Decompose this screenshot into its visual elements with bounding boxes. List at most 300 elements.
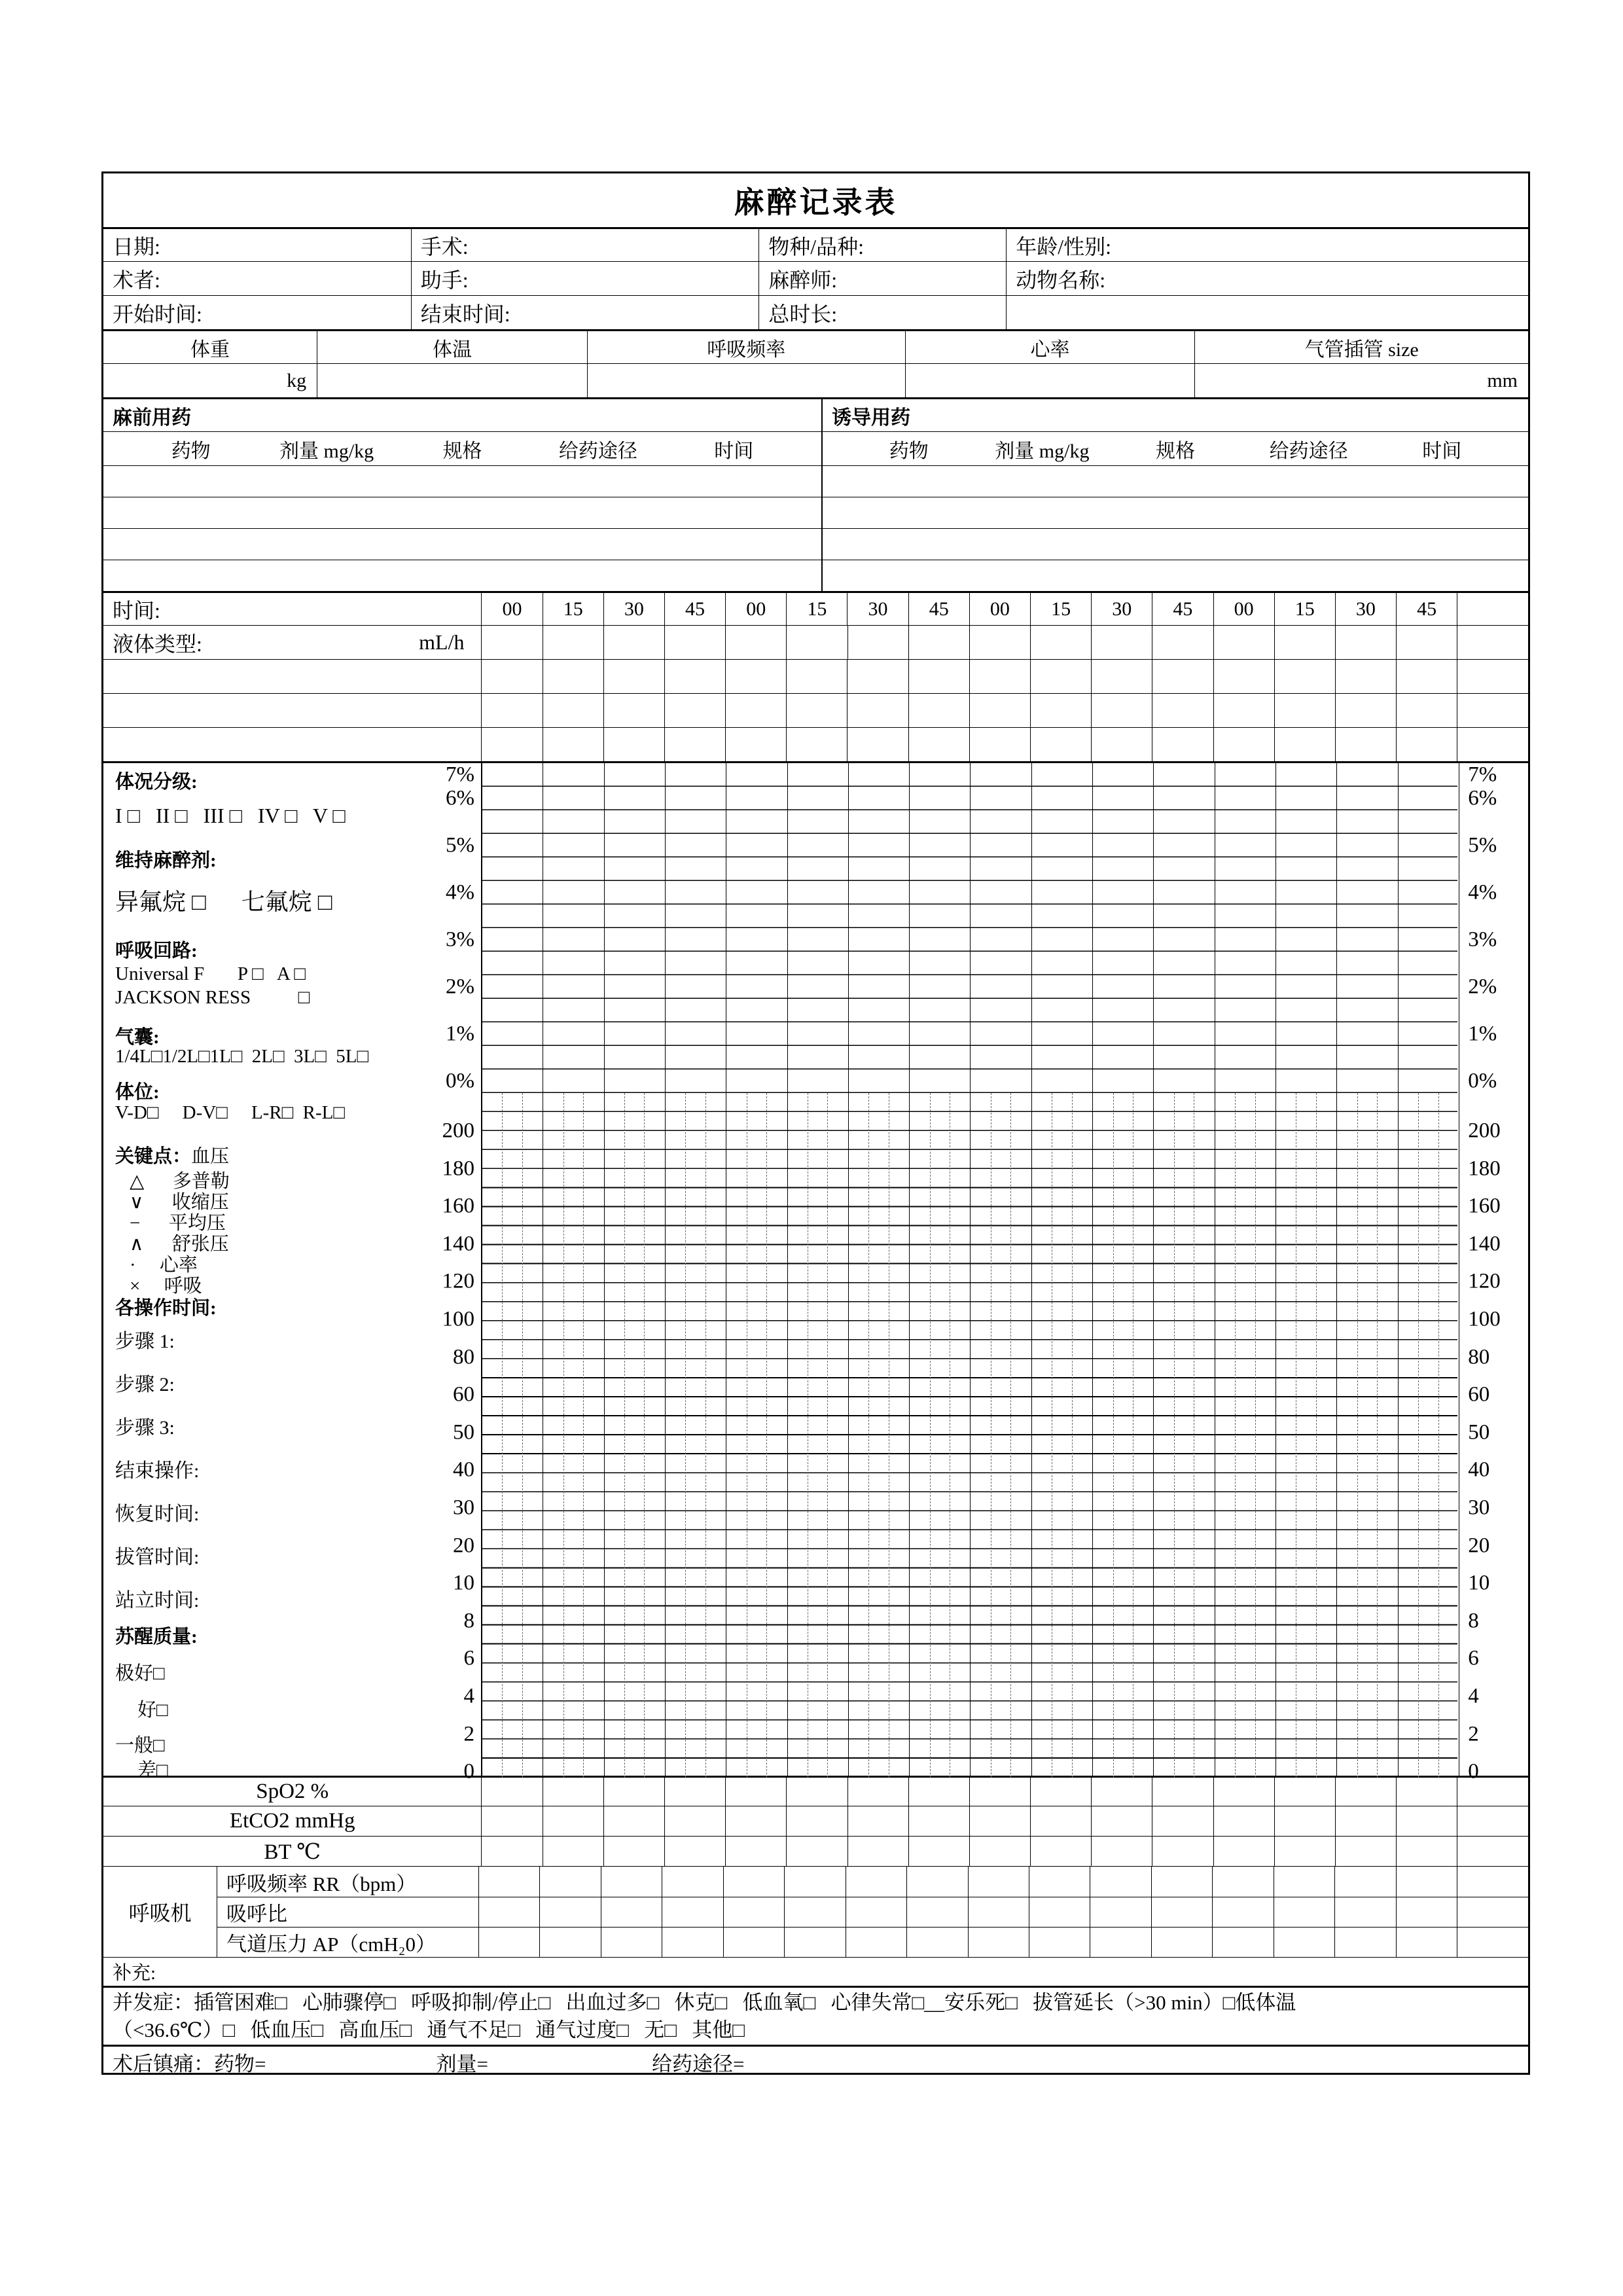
induction-column-headers (823, 435, 1528, 463)
blank-end-cell (1457, 728, 1528, 761)
animal-name-field: 动物名称: (1016, 268, 1106, 292)
axis-label: 80 (1468, 1345, 1490, 1369)
ventilator-rr-end-cell (1457, 1867, 1528, 1897)
date-field: 日期: (103, 229, 412, 261)
surgery-field: 手术: (412, 229, 760, 261)
time-row-end-cell (1457, 593, 1528, 625)
grid-cell (909, 728, 970, 761)
five-min-dashed-line (1418, 1093, 1419, 1778)
med-column-header: 规格 (442, 440, 482, 462)
etco2-label: EtCO2 mmHg (103, 1806, 482, 1836)
grid-cell (1214, 626, 1275, 659)
grid-cell (1275, 1806, 1336, 1836)
grid-cell (907, 1928, 968, 1957)
med-column-header: 药物 (889, 440, 929, 462)
grid-cell (846, 1928, 907, 1957)
axis-label: 7% (1468, 762, 1497, 787)
chart-column (726, 763, 787, 1778)
grid-cell (1335, 1928, 1396, 1957)
temperature-header: 体温 (317, 331, 588, 363)
grid-cell (665, 626, 726, 659)
axis-label: 8 (1468, 1609, 1479, 1633)
grid-cell (665, 660, 726, 693)
grid-cell (785, 1897, 846, 1927)
grid-cell (970, 660, 1031, 693)
axis-label: 160 (1468, 1194, 1501, 1218)
anesthesia-record-form (101, 171, 1530, 2075)
grid-cell (1214, 1778, 1275, 1806)
ventilator-ap-row (217, 1927, 1528, 1957)
axis-label: 120 (1468, 1269, 1501, 1293)
five-min-dashed-line (930, 1093, 931, 1778)
premed-title: 麻前用药 (113, 406, 191, 429)
operation-time-item: 恢复时间: (115, 1503, 200, 1525)
axis-label: 120 (442, 1269, 474, 1293)
grid-cell (909, 1837, 970, 1866)
legend-item: △ 多普勒 (130, 1171, 230, 1192)
grid-cell (479, 1928, 540, 1957)
grid-cell (1213, 1897, 1274, 1927)
age-sex-field: 年龄/性别: (1016, 234, 1111, 259)
grid-cell (1397, 1778, 1457, 1806)
grid-cell (543, 694, 604, 727)
grid-cell (724, 1928, 785, 1957)
fluid-row-end-cell (1457, 626, 1528, 659)
five-min-dashed-line (1072, 1093, 1073, 1778)
axis-label: 30 (1468, 1496, 1490, 1520)
axis-label: 60 (1468, 1382, 1490, 1407)
keypoints-label-line (115, 1141, 229, 1168)
grid-cell (665, 694, 726, 727)
grid-cell (1092, 660, 1152, 693)
time-tick: 00 (970, 593, 1031, 625)
grid-cell (1090, 1867, 1151, 1897)
axis-label: 2% (1468, 975, 1497, 999)
axis-label: 50 (1468, 1420, 1490, 1444)
ventilator-ap-end-cell (1457, 1928, 1528, 1957)
time-row (103, 591, 1528, 625)
grid-cell (665, 728, 726, 761)
keypoints-bp-label: 血压 (191, 1146, 230, 1167)
grid-cell (1274, 1928, 1335, 1957)
axis-label: 140 (1468, 1232, 1501, 1256)
chart-column (910, 763, 971, 1778)
etco2-cells (482, 1806, 1457, 1836)
grid-cell (846, 1867, 907, 1897)
five-min-dashed-line (685, 1093, 686, 1778)
time-tick: 30 (1336, 593, 1397, 625)
grid-cell (1029, 1928, 1090, 1957)
grid-cell (1031, 728, 1092, 761)
five-min-dashed-line (1438, 1093, 1439, 1778)
grid-cell (724, 1867, 785, 1897)
et-tube-unit: mm (1487, 369, 1518, 391)
grid-cell (846, 1897, 907, 1927)
weight-unit: kg (103, 364, 317, 397)
grid-cell (1336, 660, 1397, 693)
axis-label: 40 (1468, 1458, 1490, 1482)
complications-line-1: 并发症：插管困难□ 心肺骤停□ 呼吸抑制/停止□ 出血过多□ 休克□ 低血氧□ 心律失常□__安乐死□ 拔管延长（>30 min）□低体温 (113, 1990, 1296, 2014)
grid-cell (665, 1806, 726, 1836)
info-blank-cell (1007, 296, 1528, 329)
grid-cell (482, 728, 543, 761)
grid-cell (1397, 1897, 1457, 1927)
grid-cell (482, 626, 543, 659)
axis-label: 6 (1468, 1646, 1479, 1670)
grid-cell (1152, 1806, 1213, 1836)
axis-label: 50 (452, 1420, 474, 1444)
axis-label: 4 (1468, 1684, 1479, 1708)
grid-cell (604, 660, 665, 693)
ventilator-ap-label: 气道压力 AP（cmH₂0） (217, 1928, 479, 1957)
grid-cell (662, 1897, 723, 1927)
info-row-2 (103, 261, 1528, 295)
grid-cell (1031, 694, 1092, 727)
spo2-row (103, 1776, 1528, 1806)
grid-cell (726, 1778, 787, 1806)
supplement-row (103, 1957, 1528, 1986)
axis-label: 2% (445, 975, 474, 999)
grid-cell (662, 1867, 723, 1897)
grid-cell (1092, 728, 1152, 761)
condition-grade-options: I □ II □ III □ IV □ V □ (115, 804, 346, 827)
induction-entry-cell (821, 560, 1528, 591)
grid-cell (482, 660, 543, 693)
grid-cell (482, 1778, 543, 1806)
grid-cell (1031, 1778, 1092, 1806)
monitor-blank-row (103, 693, 1528, 727)
anesthetist-field: 麻醉师: (759, 262, 1007, 295)
five-min-dashed-line (563, 1093, 564, 1778)
grid-cell (479, 1897, 540, 1927)
premed-column-headers (103, 435, 821, 463)
five-min-dashed-line (1357, 1093, 1358, 1778)
chart-column (1032, 763, 1093, 1778)
grid-cell (543, 728, 604, 761)
assistant-field: 助手: (412, 262, 760, 295)
grid-cell (787, 1837, 847, 1866)
grid-cell (1090, 1897, 1151, 1927)
ventilator-ap-cells (479, 1928, 1457, 1957)
axis-label: 2 (463, 1722, 474, 1746)
grid-cell (1031, 1837, 1092, 1866)
axis-label: 20 (452, 1534, 474, 1558)
grid-cell (479, 1867, 540, 1897)
grid-cell (909, 694, 970, 727)
grid-cell (969, 1928, 1029, 1957)
circuit-jackson-option: JACKSON RESS □ (115, 987, 310, 1008)
grid-cell (1152, 1867, 1213, 1897)
bt-row (103, 1836, 1528, 1866)
grid-cell (969, 1867, 1029, 1897)
grid-cell (540, 1867, 601, 1897)
med-columns-row (103, 431, 1528, 465)
grid-cell (970, 728, 1031, 761)
grid-cell (726, 1806, 787, 1836)
grid-cell (1336, 626, 1397, 659)
grid-cell (970, 1778, 1031, 1806)
bt-label: BT ℃ (103, 1837, 482, 1866)
temperature-value-cell (317, 364, 588, 397)
fluid-label-cell (103, 626, 482, 659)
grid-cell (604, 1778, 665, 1806)
chart-sidebar (103, 762, 482, 1784)
axis-label: 80 (452, 1345, 474, 1369)
weight-header: 体重 (103, 331, 317, 363)
grid-cell (847, 728, 908, 761)
blank-label-cell (103, 660, 482, 693)
grid-cell (909, 1806, 970, 1836)
med-column-header: 剂量 mg/kg (279, 440, 374, 462)
grid-cell (1274, 1897, 1335, 1927)
time-tick: 15 (787, 593, 847, 625)
ventilator-rr-cells (479, 1867, 1457, 1897)
et-tube-size-header: 气管插管 size (1304, 338, 1419, 361)
form-title: 麻醉记录表 (734, 186, 898, 219)
med-column-header: 药物 (171, 440, 211, 462)
time-tick-cells (482, 593, 1457, 625)
five-min-dashed-line (624, 1093, 625, 1778)
ventilator-ie-row (217, 1897, 1528, 1927)
grid-cell (1152, 626, 1213, 659)
grid-cell (604, 1806, 665, 1836)
grid-cell (1029, 1897, 1090, 1927)
five-min-dashed-line (827, 1093, 828, 1778)
info-row-3 (103, 295, 1528, 329)
grid-cell (1152, 1778, 1213, 1806)
axis-label: 180 (1468, 1157, 1501, 1181)
recovery-option-poor: 差□ (137, 1760, 168, 1781)
premed-columns-cell (103, 432, 821, 465)
grid-cell (1274, 1867, 1335, 1897)
grid-cell (665, 1778, 726, 1806)
axis-label: 4 (463, 1684, 474, 1708)
chart-column (849, 763, 910, 1778)
axis-label: 5% (1468, 833, 1497, 857)
recovery-option-excellent: 极好□ (115, 1663, 165, 1684)
position-label: 体位: (115, 1082, 160, 1103)
axis-label: 0 (463, 1759, 474, 1784)
axis-label: 10 (1468, 1571, 1490, 1595)
time-tick: 15 (1275, 593, 1336, 625)
maintenance-anesthetic-label: 维持麻醉剂: (115, 850, 217, 871)
recovery-option-fair: 一般□ (115, 1735, 165, 1756)
complications-row (103, 1986, 1528, 2045)
grid-cell (1275, 1837, 1336, 1866)
grid-cell (1152, 1897, 1213, 1927)
grid-cell (482, 1837, 543, 1866)
five-min-dashed-line (1010, 1093, 1011, 1778)
operation-time-item: 拔管时间: (115, 1547, 200, 1568)
axis-label: 6% (1468, 786, 1497, 810)
grid-cell (1397, 626, 1457, 659)
five-min-dashed-line (1113, 1093, 1114, 1778)
grid-cell (1031, 626, 1092, 659)
grid-cell (665, 1837, 726, 1866)
axis-label: 100 (442, 1307, 474, 1331)
breathing-circuit-label: 呼吸回路: (115, 941, 198, 961)
grid-cell (847, 694, 908, 727)
grid-cell (1152, 660, 1213, 693)
spo2-cells (482, 1778, 1457, 1806)
ventilator-rr-label: 呼吸频率 RR（bpm） (217, 1867, 479, 1897)
species-field: 物种/品种: (759, 229, 1007, 261)
grid-cell (540, 1928, 601, 1957)
axis-label: 20 (1468, 1534, 1490, 1558)
axis-label: 200 (1468, 1119, 1501, 1143)
axis-label: 3% (1468, 927, 1497, 952)
time-tick: 45 (665, 593, 726, 625)
postop-route-label: 给药途径= (651, 2053, 745, 2075)
chart-column (1276, 763, 1337, 1778)
postop-dose-label: 剂量= (436, 2053, 488, 2075)
premed-entry-cell (103, 497, 821, 528)
grid-cell (848, 626, 909, 659)
grid-cell (787, 1806, 847, 1836)
axis-label: 180 (442, 1157, 474, 1181)
grid-cell (970, 1806, 1031, 1836)
axis-label: 2 (1468, 1722, 1479, 1746)
bag-options: 1/4L□1/2L□1L□ 2L□ 3L□ 5L□ (115, 1046, 368, 1067)
axis-label: 0% (1468, 1069, 1497, 1093)
grid-cell (1275, 1778, 1336, 1806)
spo2-label: SpO2 % (103, 1778, 482, 1806)
chart-column (1215, 763, 1276, 1778)
five-min-dashed-line (766, 1093, 767, 1778)
time-tick: 00 (1214, 593, 1275, 625)
five-min-dashed-line (644, 1093, 645, 1778)
grid-cell (1092, 1837, 1152, 1866)
five-min-dashed-line (522, 1093, 523, 1778)
grid-cell (1092, 626, 1152, 659)
induction-section-title-cell (821, 399, 1528, 431)
grid-cell (1335, 1867, 1396, 1897)
fluid-unit-label: mL/h (419, 630, 465, 654)
grid-cell (1275, 694, 1336, 727)
grid-cell (1031, 1806, 1092, 1836)
grid-cell (726, 694, 787, 727)
axis-label: 6 (463, 1646, 474, 1670)
grid-cell (543, 660, 604, 693)
grid-cell (601, 1928, 662, 1957)
time-tick: 45 (909, 593, 970, 625)
grid-cell (726, 626, 787, 659)
grid-cell (787, 626, 847, 659)
bt-cells (482, 1837, 1457, 1866)
ventilator-ie-cells (479, 1897, 1457, 1927)
grid-cell (1031, 660, 1092, 693)
chart-column (666, 763, 726, 1778)
five-min-dashed-line (868, 1093, 869, 1778)
time-tick: 45 (1397, 593, 1457, 625)
med-column-header: 给药途径 (558, 440, 637, 462)
grid-cell (1275, 728, 1336, 761)
grid-cell (1397, 660, 1457, 693)
grid-cell (785, 1928, 846, 1957)
operation-time-item: 结束操作: (115, 1460, 200, 1482)
grid-cell (787, 728, 847, 761)
chart-column (788, 763, 849, 1778)
grid-cell (787, 694, 847, 727)
monitor-blank-row (103, 659, 1528, 693)
time-tick: 00 (482, 593, 543, 625)
grid-cell (1092, 694, 1152, 727)
vitals-header-row (103, 329, 1528, 363)
axis-label: 60 (452, 1382, 474, 1407)
time-tick: 45 (1152, 593, 1213, 625)
med-column-header: 时间 (1422, 440, 1462, 462)
med-column-header: 时间 (714, 440, 754, 462)
premed-entry-cell (103, 529, 821, 560)
fluid-cells (482, 626, 1457, 659)
chart-column (482, 763, 543, 1778)
grid-cell (543, 1778, 604, 1806)
grid-cell (848, 1806, 909, 1836)
axis-label: 30 (452, 1496, 474, 1520)
recovery-option-good: 好□ (137, 1700, 168, 1721)
axis-label: 7% (445, 762, 474, 787)
grid-cell (540, 1897, 601, 1927)
grid-cell (662, 1928, 723, 1957)
axis-label: 3% (445, 927, 474, 952)
grid-cell (970, 694, 1031, 727)
heart-rate-header: 心率 (906, 331, 1196, 363)
med-entry-row (103, 560, 1528, 591)
med-entry-row (103, 497, 1528, 528)
axis-label: 140 (442, 1232, 474, 1256)
grid-cell (1397, 1837, 1457, 1866)
axis-label: 4% (445, 880, 474, 905)
grid-cell (726, 660, 787, 693)
grid-cell (1397, 728, 1457, 761)
five-min-dashed-line (1174, 1093, 1175, 1778)
grid-cell (1397, 694, 1457, 727)
grid-cell (1214, 728, 1275, 761)
blank-cells (482, 728, 1457, 761)
med-entry-row (103, 465, 1528, 497)
med-column-header: 规格 (1155, 440, 1195, 462)
five-min-dashed-line (1235, 1093, 1236, 1778)
five-min-dashed-line (1255, 1093, 1256, 1778)
grid-cell (785, 1867, 846, 1897)
monitor-blank-row (103, 727, 1528, 761)
blank-end-cell (1457, 660, 1528, 693)
grid-cell (604, 626, 665, 659)
blank-cells (482, 694, 1457, 727)
grid-cell (1029, 1867, 1090, 1897)
grid-cell (1335, 1897, 1396, 1927)
grid-cell (1214, 1806, 1275, 1836)
chart-grid (482, 763, 1457, 1776)
grid-cell (787, 660, 847, 693)
ventilator-ie-label: 吸呼比 (217, 1897, 479, 1927)
grid-cell (1152, 1837, 1213, 1866)
circuit-universal-option: Universal F P □ A □ (115, 963, 306, 984)
induction-title: 诱导用药 (831, 406, 910, 429)
grid-cell (1397, 1867, 1457, 1897)
maintenance-anesthetic-options: 异氟烷 □ 七氟烷 □ (115, 889, 332, 915)
grid-cell (1397, 1928, 1457, 1957)
operation-time-item: 步骤 1: (115, 1331, 175, 1352)
fluid-type-label: 液体类型: (113, 632, 202, 656)
blank-cells (482, 660, 1457, 693)
blank-end-cell (1457, 694, 1528, 727)
legend-item: ∧ 舒张压 (130, 1234, 229, 1255)
grid-cell (909, 660, 970, 693)
grid-cell (1092, 1806, 1152, 1836)
med-column-header: 剂量 mg/kg (995, 440, 1090, 462)
position-options: V-D□ D-V□ L-R□ R-L□ (115, 1102, 345, 1123)
